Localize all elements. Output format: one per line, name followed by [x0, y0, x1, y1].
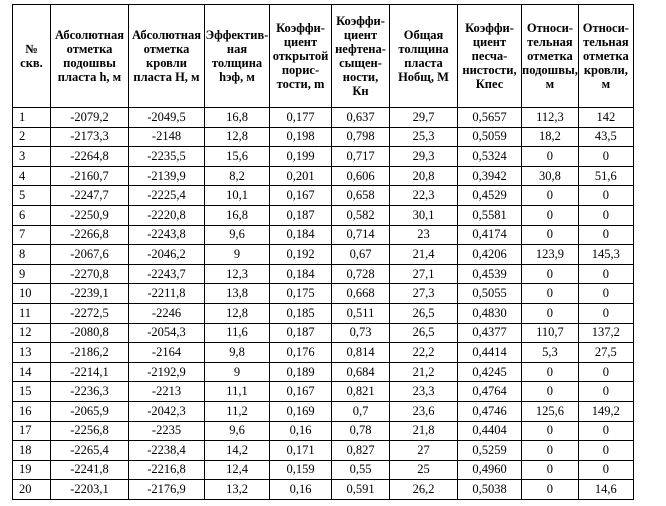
table-cell: 20,8	[390, 166, 458, 186]
table-cell: 0,169	[270, 401, 332, 421]
table-cell: -2192,9	[129, 362, 205, 382]
table-cell: -2239,1	[51, 284, 129, 304]
table-row	[13, 303, 634, 323]
table-cell: 0,198	[270, 127, 332, 147]
table-cell: 0,5038	[458, 480, 522, 500]
table-cell: 0	[522, 460, 579, 480]
table-cell: -2264,8	[51, 147, 129, 167]
table-cell: 0	[578, 362, 633, 382]
table-cell: 0	[578, 186, 633, 206]
table-cell: 0,175	[270, 284, 332, 304]
well-number-cell: 11	[13, 303, 51, 323]
table-cell: 0	[522, 147, 579, 167]
well-number-cell: 14	[13, 362, 51, 382]
table-row	[13, 460, 634, 480]
table-cell: 0,4539	[458, 264, 522, 284]
table-cell: -2250,9	[51, 205, 129, 225]
table-cell: 14,6	[578, 480, 633, 500]
table-cell: 9	[205, 362, 270, 382]
well-number-cell: 15	[13, 382, 51, 402]
table-cell: 26,5	[390, 303, 458, 323]
table-cell: 13,2	[205, 480, 270, 500]
table-cell: 0	[578, 303, 633, 323]
table-cell: 29,7	[390, 108, 458, 128]
table-cell: 0	[578, 460, 633, 480]
table-cell: 9,8	[205, 343, 270, 363]
table-cell: 145,3	[578, 245, 633, 265]
table-cell: 0	[578, 441, 633, 461]
table-cell: 0	[578, 421, 633, 441]
table-cell: 0,7	[332, 401, 390, 421]
table-cell: 0,728	[332, 264, 390, 284]
table-cell: 30,1	[390, 205, 458, 225]
header-top-abs-mark: Абсолютная отметка кровли пласта H, м	[129, 5, 205, 108]
header-sandiness-coef: Коэффи- циент песча- нистости, Кпес	[458, 5, 522, 108]
well-number-cell: 7	[13, 225, 51, 245]
table-cell: 12,4	[205, 460, 270, 480]
well-data-table	[12, 4, 634, 500]
table-cell: 0	[522, 362, 579, 382]
header-total-thickness: Общая толщина пласта Нобщ, М	[390, 5, 458, 108]
table-cell: -2225,4	[129, 186, 205, 206]
table-cell: 0	[578, 225, 633, 245]
table-cell: 23,3	[390, 382, 458, 402]
table-cell: 12,8	[205, 127, 270, 147]
table-cell: 12,8	[205, 303, 270, 323]
table-row	[13, 186, 634, 206]
header-bottom-abs-mark: Абсолютная отметка подошвы пласта h, м	[51, 5, 129, 108]
table-cell: 0,189	[270, 362, 332, 382]
table-cell: 0,5059	[458, 127, 522, 147]
table-cell: -2065,9	[51, 401, 129, 421]
table-cell: 29,3	[390, 147, 458, 167]
table-cell: 0	[578, 205, 633, 225]
table-cell: 0,16	[270, 421, 332, 441]
table-cell: 16,8	[205, 108, 270, 128]
table-cell: 9	[205, 245, 270, 265]
table-cell: 0,78	[332, 421, 390, 441]
table-cell: 123,9	[522, 245, 579, 265]
table-cell: 13,8	[205, 284, 270, 304]
table-cell: 0,16	[270, 480, 332, 500]
table-cell: 149,2	[578, 401, 633, 421]
table-cell: 0,177	[270, 108, 332, 128]
table-cell: -2139,9	[129, 166, 205, 186]
table-cell: 27,5	[578, 343, 633, 363]
table-cell: 15,6	[205, 147, 270, 167]
table-cell: -2216,8	[129, 460, 205, 480]
well-number-cell: 4	[13, 166, 51, 186]
table-cell: 0,511	[332, 303, 390, 323]
table-cell: 0,4830	[458, 303, 522, 323]
well-number-cell: 3	[13, 147, 51, 167]
table-cell: 51,6	[578, 166, 633, 186]
table-cell: 0,159	[270, 460, 332, 480]
table-cell: 0,67	[332, 245, 390, 265]
table-cell: 0,167	[270, 382, 332, 402]
table-cell: -2176,9	[129, 480, 205, 500]
well-number-cell: 9	[13, 264, 51, 284]
header-oil-saturation-coef: Коэффи- циент нефтена- сыщен- ности, Кн	[332, 5, 390, 108]
table-cell: 0,176	[270, 343, 332, 363]
table-cell: -2164	[129, 343, 205, 363]
header-porosity-coef: Коэффи- циент открытой порис- тости, m	[270, 5, 332, 108]
table-cell: 0,591	[332, 480, 390, 500]
table-cell: 43,5	[578, 127, 633, 147]
well-number-cell: 10	[13, 284, 51, 304]
table-cell: 0,827	[332, 441, 390, 461]
table-cell: -2220,8	[129, 205, 205, 225]
table-cell: 0,4404	[458, 421, 522, 441]
table-cell: 0,55	[332, 460, 390, 480]
table-cell: 110,7	[522, 323, 579, 343]
table-cell: -2186,2	[51, 343, 129, 363]
table-cell: 0,185	[270, 303, 332, 323]
table-cell: 0,606	[332, 166, 390, 186]
table-cell: 0,714	[332, 225, 390, 245]
table-cell: 0	[578, 382, 633, 402]
table-cell: 0,4529	[458, 186, 522, 206]
table-cell: 0,187	[270, 323, 332, 343]
table-cell: 0,814	[332, 343, 390, 363]
table-cell: -2265,4	[51, 441, 129, 461]
well-number-cell: 16	[13, 401, 51, 421]
table-cell: 0	[522, 382, 579, 402]
table-cell: 142	[578, 108, 633, 128]
table-cell: 0,201	[270, 166, 332, 186]
table-cell: 0	[522, 441, 579, 461]
table-cell: 0,73	[332, 323, 390, 343]
table-cell: 23,6	[390, 401, 458, 421]
table-row	[13, 108, 634, 128]
table-cell: 0,187	[270, 205, 332, 225]
table-cell: 21,8	[390, 421, 458, 441]
table-cell: 10,1	[205, 186, 270, 206]
table-cell: 125,6	[522, 401, 579, 421]
table-cell: -2256,8	[51, 421, 129, 441]
table-cell: -2211,8	[129, 284, 205, 304]
table-cell: 0,167	[270, 186, 332, 206]
header-well-number: № скв.	[13, 5, 51, 108]
table-cell: 0,717	[332, 147, 390, 167]
table-row	[13, 264, 634, 284]
table-cell: 0,668	[332, 284, 390, 304]
table-cell: 0,5055	[458, 284, 522, 304]
well-number-cell: 12	[13, 323, 51, 343]
table-body	[13, 108, 634, 500]
table-cell: 0,184	[270, 225, 332, 245]
table-cell: 112,3	[522, 108, 579, 128]
table-cell: 11,1	[205, 382, 270, 402]
table-row	[13, 284, 634, 304]
table-cell: -2080,8	[51, 323, 129, 343]
table-row	[13, 480, 634, 500]
table-cell: 0,798	[332, 127, 390, 147]
table-cell: -2049,5	[129, 108, 205, 128]
table-row	[13, 441, 634, 461]
table-row	[13, 362, 634, 382]
table-cell: 0,4174	[458, 225, 522, 245]
table-row	[13, 343, 634, 363]
table-cell: 0,821	[332, 382, 390, 402]
table-cell: -2266,8	[51, 225, 129, 245]
table-cell: 0,4960	[458, 460, 522, 480]
table-cell: 25,3	[390, 127, 458, 147]
table-cell: 27,3	[390, 284, 458, 304]
table-cell: 11,6	[205, 323, 270, 343]
table-cell: -2272,5	[51, 303, 129, 323]
table-cell: 11,2	[205, 401, 270, 421]
table-cell: 22,3	[390, 186, 458, 206]
table-row	[13, 401, 634, 421]
table-cell: -2054,3	[129, 323, 205, 343]
table-cell: 0	[578, 264, 633, 284]
table-cell: 0,199	[270, 147, 332, 167]
table-row	[13, 225, 634, 245]
table-cell: -2235,5	[129, 147, 205, 167]
table-cell: 18,2	[522, 127, 579, 147]
table-cell: 0	[578, 147, 633, 167]
table-cell: -2160,7	[51, 166, 129, 186]
table-cell: 0,4377	[458, 323, 522, 343]
table-row	[13, 323, 634, 343]
table-cell: 0	[522, 225, 579, 245]
table-cell: 0,184	[270, 264, 332, 284]
table-cell: 27	[390, 441, 458, 461]
table-cell: -2079,2	[51, 108, 129, 128]
table-cell: 16,8	[205, 205, 270, 225]
table-cell: 0	[522, 421, 579, 441]
table-cell: 0,5324	[458, 147, 522, 167]
table-cell: 23	[390, 225, 458, 245]
table-cell: 0,3942	[458, 166, 522, 186]
table-cell: -2243,8	[129, 225, 205, 245]
table-cell: -2243,7	[129, 264, 205, 284]
table-cell: -2235	[129, 421, 205, 441]
table-cell: 0,658	[332, 186, 390, 206]
well-number-cell: 17	[13, 421, 51, 441]
table-cell: 26,5	[390, 323, 458, 343]
table-cell: -2203,1	[51, 480, 129, 500]
well-number-cell: 2	[13, 127, 51, 147]
table-row	[13, 147, 634, 167]
well-number-cell: 13	[13, 343, 51, 363]
table-cell: 0	[522, 480, 579, 500]
table-cell: 0,684	[332, 362, 390, 382]
well-number-cell: 20	[13, 480, 51, 500]
header-bottom-rel-mark: Относи- тельная отметка подошвы, м	[522, 5, 579, 108]
table-row	[13, 382, 634, 402]
table-cell: -2067,6	[51, 245, 129, 265]
well-number-cell: 1	[13, 108, 51, 128]
table-cell: 0,4746	[458, 401, 522, 421]
table-cell: -2241,8	[51, 460, 129, 480]
header-effective-thickness: Эффектив- ная толщина hэф, м	[205, 5, 270, 108]
table-cell: 0,4764	[458, 382, 522, 402]
table-cell: 5,3	[522, 343, 579, 363]
table-cell: 9,6	[205, 421, 270, 441]
table-cell: 0,5581	[458, 205, 522, 225]
table-header-row	[13, 5, 634, 108]
table-cell: 21,2	[390, 362, 458, 382]
table-cell: -2042,3	[129, 401, 205, 421]
table-cell: 0,582	[332, 205, 390, 225]
table-cell: 12,3	[205, 264, 270, 284]
table-cell: 0,192	[270, 245, 332, 265]
table-cell: 0,4206	[458, 245, 522, 265]
well-number-cell: 6	[13, 205, 51, 225]
table-row	[13, 166, 634, 186]
table-row	[13, 127, 634, 147]
table-cell: 14,2	[205, 441, 270, 461]
table-cell: 22,2	[390, 343, 458, 363]
table-row	[13, 245, 634, 265]
header-top-rel-mark: Относи- тельная отметка кровли, м	[578, 5, 633, 108]
table-cell: 0	[522, 264, 579, 284]
table-cell: -2247,7	[51, 186, 129, 206]
table-cell: 27,1	[390, 264, 458, 284]
well-number-cell: 19	[13, 460, 51, 480]
table-cell: 137,2	[578, 323, 633, 343]
table-row	[13, 205, 634, 225]
table-cell: -2046,2	[129, 245, 205, 265]
well-number-cell: 5	[13, 186, 51, 206]
table-cell: 21,4	[390, 245, 458, 265]
table-cell: -2238,4	[129, 441, 205, 461]
table-cell: 0,4414	[458, 343, 522, 363]
well-number-cell: 8	[13, 245, 51, 265]
table-row	[13, 421, 634, 441]
table-cell: 0,5657	[458, 108, 522, 128]
table-cell: 9,6	[205, 225, 270, 245]
table-cell: -2214,1	[51, 362, 129, 382]
table-cell: 0	[522, 205, 579, 225]
table-cell: 0	[578, 284, 633, 304]
table-cell: 0,637	[332, 108, 390, 128]
table-cell: -2148	[129, 127, 205, 147]
table-cell: -2246	[129, 303, 205, 323]
table-cell: 30,8	[522, 166, 579, 186]
table-cell: 0	[522, 284, 579, 304]
table-cell: 0	[522, 303, 579, 323]
table-cell: -2236,3	[51, 382, 129, 402]
table-cell: -2173,3	[51, 127, 129, 147]
table-cell: -2213	[129, 382, 205, 402]
well-number-cell: 18	[13, 441, 51, 461]
table-cell: 0,5259	[458, 441, 522, 461]
table-cell: -2270,8	[51, 264, 129, 284]
table-cell: 0,171	[270, 441, 332, 461]
table-cell: 8,2	[205, 166, 270, 186]
table-cell: 25	[390, 460, 458, 480]
table-cell: 0	[522, 186, 579, 206]
table-cell: 0,4245	[458, 362, 522, 382]
table-cell: 26,2	[390, 480, 458, 500]
